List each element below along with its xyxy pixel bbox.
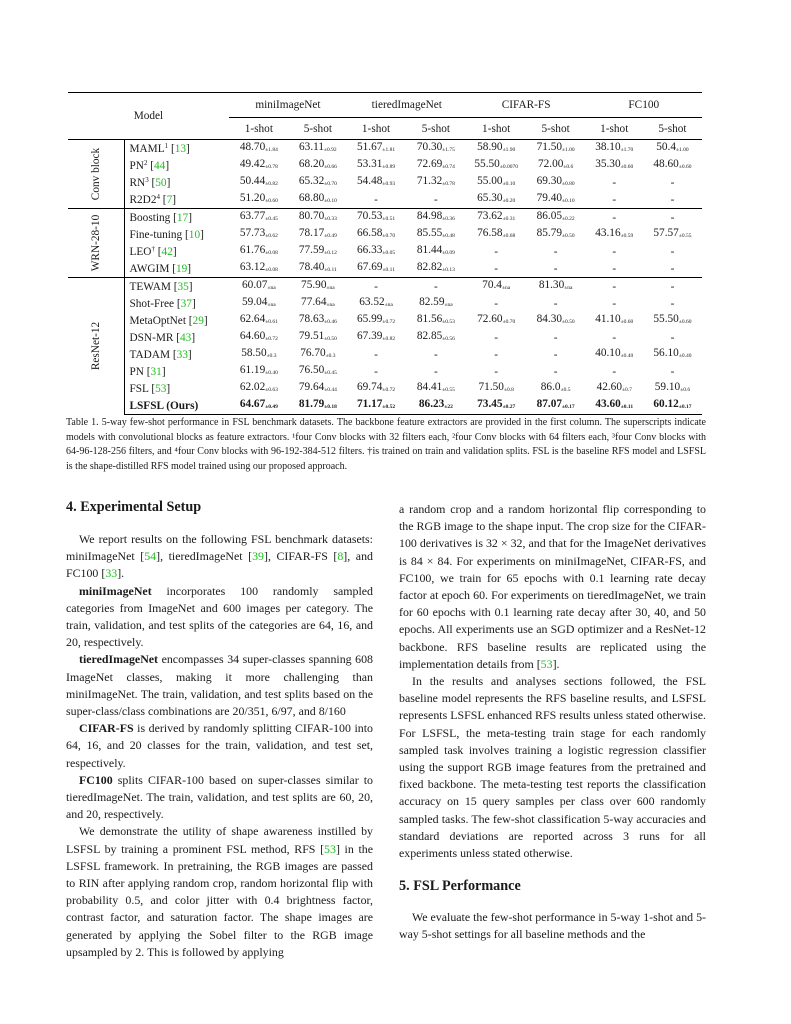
results-table [68, 92, 702, 415]
accuracy-cell: - [434, 365, 438, 378]
accuracy-cell: $87.07_{\pm 0.17}$ [526, 397, 586, 415]
accuracy-cell: $43.60_{\pm 0.11}$ [586, 397, 643, 415]
table-row [68, 140, 702, 158]
citation-link[interactable]: 50 [155, 176, 167, 189]
table-caption: Table 1. 5-way few-shot performance in FSL benchmark datasets. The backbone feature extractors are provided in the first column. The superscripts indicate models with convolutional blocks as feature extractors. ¹four Conv blocks with 32 filters each, ²four Conv blocks with 64 filters each, ³four Conv blocks with 64-96-128-256 filters, and ⁴four Conv blocks with 96-192-384-512 filters. †is trained on train and validation splits. FSL is the baseline RFS model and LSFSL is the shape-distilled RFS model trained using our proposed approach. [66, 417, 706, 472]
right-column [399, 501, 706, 944]
accuracy-cell: - [670, 365, 675, 378]
model-name: $RN^3$ [50] [129, 175, 171, 189]
model-name: LSFSL (Ours) [125, 397, 229, 415]
accuracy-cell: $60.12_{\pm 0.17}$ [643, 397, 702, 415]
paragraph-datasets-intro: We report results on the following FSL benchmark datasets: miniImageNet [54], tieredImageNet [39], CIFAR-FS [8], and FC100 [33]. [66, 532, 373, 581]
model-name: MetaOptNet [29] [129, 314, 208, 327]
citation-link[interactable]: 7 [166, 193, 173, 206]
paragraph-fc100: FC100 splits CIFAR-100 based on super-classes similar to tieredImageNet. The train, validation, and test splits are 60, 20, and 20, respectively. [66, 772, 373, 822]
accuracy-cell: $63.52_{\pm na}$ [359, 296, 393, 308]
accuracy-cell: - [586, 209, 643, 227]
accuracy-cell: $43.16_{\pm 0.59}$ [595, 227, 634, 239]
backbone-group-label: WRN-28-10 [68, 209, 125, 278]
accuracy-cell: $40.10_{\pm 0.40}$ [595, 347, 634, 359]
accuracy-cell: $78.17_{\pm 0.49}$ [298, 227, 337, 239]
citation-link[interactable]: 13 [174, 142, 187, 155]
accuracy-cell: - [612, 297, 617, 310]
accuracy-cell: $81.30_{\pm na}$ [526, 278, 586, 296]
model-name: LEO† [42] [129, 244, 177, 258]
accuracy-cell: $76.50_{\pm 0.45}$ [298, 364, 337, 376]
accuracy-cell: $79.64_{\pm 0.44}$ [298, 381, 337, 393]
accuracy-cell: $38.10_{\pm 1.70}$ [586, 140, 643, 158]
accuracy-cell: - [670, 193, 675, 206]
accuracy-cell: - [670, 245, 675, 258]
accuracy-cell: - [612, 365, 617, 378]
accuracy-cell: - [670, 297, 675, 310]
accuracy-cell: $61.19_{\pm 0.40}$ [239, 364, 278, 376]
citation-link[interactable]: 10 [188, 228, 201, 241]
model-name: Boosting [17] [125, 209, 229, 227]
accuracy-cell: $53.31_{\pm 0.89}$ [357, 158, 396, 170]
accuracy-cell: $51.20_{\pm 0.60}$ [239, 192, 278, 204]
table-row [68, 295, 702, 312]
model-name: $R2D2^4$ [7] [129, 192, 176, 206]
accuracy-cell: $62.02_{\pm 0.63}$ [239, 381, 278, 393]
accuracy-cell: $78.40_{\pm 0.11}$ [298, 261, 337, 273]
accuracy-cell: $63.12_{\pm 0.08}$ [239, 261, 278, 273]
table-row [68, 226, 702, 243]
accuracy-cell: $82.59_{\pm na}$ [419, 296, 453, 308]
accuracy-cell: - [494, 331, 499, 344]
accuracy-cell: - [494, 365, 499, 378]
accuracy-cell: - [405, 278, 467, 296]
accuracy-cell: - [670, 262, 675, 275]
accuracy-cell: - [374, 348, 378, 361]
paragraph-cifar-fs: CIFAR-FS is derived by randomly splitting CIFAR-100 into 64, 16, and 20 classes for the train, validation, and test set, respectively. [66, 721, 373, 770]
accuracy-cell: $58.50_{\pm 0.3}$ [241, 347, 277, 359]
header-tieredimagenet: tieredImageNet [347, 93, 467, 118]
accuracy-cell: $50.4_{\pm 1.00}$ [643, 140, 702, 158]
accuracy-cell: $77.59_{\pm 0.12}$ [298, 244, 337, 256]
accuracy-cell: $58.90_{\pm 1.90}$ [467, 140, 526, 158]
model-name: AWGIM [19] [129, 262, 192, 275]
header-cifar-fs: CIFAR-FS [467, 93, 586, 118]
accuracy-cell: $63.77_{\pm 0.45}$ [229, 209, 289, 227]
accuracy-cell: $75.90_{\pm na}$ [289, 278, 347, 296]
table-row [68, 191, 702, 209]
accuracy-cell: - [670, 176, 675, 189]
accuracy-cell: $48.70_{\pm 1.84}$ [229, 140, 289, 158]
accuracy-cell: $86.05_{\pm 0.22}$ [526, 209, 586, 227]
model-name: PN [31] [129, 365, 166, 378]
table-row [68, 174, 702, 191]
header-miniimagenet: miniImageNet [229, 93, 347, 118]
model-name: DSN-MR [43] [129, 331, 196, 344]
accuracy-cell: - [586, 278, 643, 296]
header-shot: 5-shot [643, 118, 702, 140]
header-shot: 1-shot [586, 118, 643, 140]
accuracy-cell: - [434, 348, 438, 361]
header-shot: 5-shot [289, 118, 347, 140]
accuracy-cell: $50.44_{\pm 0.82}$ [239, 175, 278, 187]
accuracy-cell: - [494, 297, 499, 310]
accuracy-cell: $72.60_{\pm 0.70}$ [477, 313, 516, 325]
paragraph-results-analysis: In the results and analyses sections followed, the FSL baseline model represents the RFS baseline results, and LSFSL represents LSFSL enhanced RFS results unless stated otherwise. For LSFSL, the meta-testing train stage for each randomly sampled task involves training a logistic regression classifier using the support RGB image features from the pretrained and fixed backbone. The meta-testing test reports the classification accuracy on 15 query samples per class over 600 randomly sampled tasks. The few-shot classification 5-way accuracies and standard deviations are reported across 3 runs for all experiments unless stated otherwise. [399, 674, 706, 861]
citation-link[interactable]: 17 [176, 211, 189, 224]
accuracy-cell: $84.41_{\pm 0.55}$ [416, 381, 455, 393]
accuracy-cell: $67.69_{\pm 0.11}$ [357, 261, 395, 273]
accuracy-cell: $57.73_{\pm 0.62}$ [239, 227, 278, 239]
citation-link[interactable]: 33 [105, 566, 118, 581]
model-name: TEWAM [35] [125, 278, 229, 296]
accuracy-cell: $68.20_{\pm 0.66}$ [298, 158, 337, 170]
accuracy-cell: - [374, 365, 378, 378]
accuracy-cell: $80.70_{\pm 0.33}$ [289, 209, 347, 227]
backbone-group-label: ResNet-12 [68, 278, 125, 415]
accuracy-cell: $60.07_{\pm na}$ [229, 278, 289, 296]
accuracy-cell: $69.30_{\pm 0.80}$ [536, 175, 575, 187]
model-name: $PN^2$ [44] [129, 158, 170, 172]
accuracy-cell: $49.42_{\pm 0.78}$ [239, 158, 278, 170]
header-shot: 1-shot [467, 118, 526, 140]
paragraph-miniimagenet: miniImageNet incorporates 100 randomly sampled categories from ImageNet and 600 images per category. The train, validation, and test splits of the categories are 64, 16, and 20, respectively. [66, 583, 373, 650]
table-row [68, 346, 702, 363]
accuracy-cell: $86.23_{\pm 22}$ [405, 397, 467, 415]
accuracy-cell: $85.55_{\pm 0.48}$ [416, 227, 455, 239]
citation-link[interactable]: 54 [144, 549, 157, 564]
accuracy-cell: $66.58_{\pm 0.70}$ [357, 227, 396, 239]
accuracy-cell: $59.10_{\pm 0.6}$ [654, 381, 691, 393]
accuracy-cell: $70.4_{\pm na}$ [467, 278, 526, 296]
accuracy-cell: $67.39_{\pm 0.82}$ [357, 330, 396, 342]
table-row [68, 329, 702, 346]
section-heading-experimental-setup: 4. Experimental Setup [66, 499, 202, 515]
accuracy-cell: - [612, 262, 617, 275]
accuracy-cell: - [553, 348, 558, 361]
accuracy-cell: - [553, 297, 558, 310]
table-row [68, 243, 702, 260]
accuracy-cell: $63.11_{\pm 0.92}$ [289, 140, 347, 158]
accuracy-cell: - [374, 193, 378, 206]
citation-link[interactable]: 53 [540, 656, 553, 671]
citation-link[interactable]: 53 [155, 382, 167, 395]
accuracy-cell: $82.85_{\pm 0.56}$ [416, 330, 455, 342]
accuracy-cell: $79.51_{\pm 0.50}$ [298, 330, 337, 342]
table-row [68, 397, 702, 415]
citation-link[interactable]: 31 [150, 365, 162, 378]
header-fc100: FC100 [586, 93, 702, 118]
accuracy-cell: $79.40_{\pm 0.10}$ [536, 192, 575, 204]
table-row [68, 312, 702, 329]
accuracy-cell: $65.99_{\pm 0.72}$ [357, 313, 396, 325]
accuracy-cell: - [612, 245, 617, 258]
header-model: Model [68, 93, 229, 140]
citation-link[interactable]: 43 [180, 331, 192, 344]
paragraph-crop-details: a random crop and a random horizontal flip corresponding to the RGB image to the shape input. The crop size for the CIFAR-100 derivatives is 32 × 32, and that for the ImageNet derivatives is 84 × 84. For experiments on miniImageNet, CIFAR-FS, and FC100, we train for 65 epochs with 0.1 learning rate decay factor at epoch 60. For experiments on tieredImageNet, we train for 60 epochs with 0.1 learning rate decay after 30, 40, and 50 epochs. All experiments use an SGD optimizer and a ResNet-12 backbone. RFS baseline results are replicated using the implementation details from [53]. [399, 502, 706, 671]
accuracy-cell: $78.63_{\pm 0.46}$ [298, 313, 337, 325]
accuracy-cell: $42.60_{\pm 0.7}$ [596, 381, 632, 393]
model-name: TADAM [33] [129, 348, 192, 361]
table-row [68, 380, 702, 397]
accuracy-cell: $72.00_{\pm 0.6}$ [537, 158, 574, 170]
accuracy-cell: $71.50_{\pm 1.00}$ [526, 140, 586, 158]
accuracy-cell: $81.44_{\pm 0.09}$ [416, 244, 455, 256]
accuracy-cell: - [643, 278, 702, 296]
citation-link[interactable]: 53 [324, 841, 336, 856]
accuracy-cell: $64.67_{\pm 0.49}$ [229, 397, 289, 415]
citation-link[interactable]: 8 [337, 549, 344, 564]
accuracy-cell: $84.30_{\pm 0.50}$ [536, 313, 575, 325]
citation-link[interactable]: 33 [176, 348, 188, 361]
accuracy-cell: $71.32_{\pm 0.78}$ [416, 175, 455, 187]
accuracy-cell: $72.69_{\pm 0.74}$ [416, 158, 455, 170]
citation-link[interactable]: 42 [161, 245, 173, 258]
citation-link[interactable]: 44 [154, 159, 166, 172]
table-row [68, 157, 702, 174]
accuracy-cell: $55.00_{\pm 0.10}$ [477, 175, 516, 187]
accuracy-cell: - [553, 262, 558, 275]
accuracy-cell: - [553, 331, 558, 344]
accuracy-cell: $70.53_{\pm 0.51}$ [347, 209, 405, 227]
accuracy-cell: $76.70_{\pm 0.3}$ [300, 347, 336, 359]
accuracy-cell: $35.30_{\pm 0.60}$ [595, 158, 634, 170]
left-column [66, 498, 373, 961]
accuracy-cell: - [670, 331, 675, 344]
accuracy-cell: $65.30_{\pm 0.20}$ [477, 192, 516, 204]
accuracy-cell: $85.79_{\pm 0.50}$ [536, 227, 575, 239]
accuracy-cell: $55.50_{\pm 0.0070}$ [474, 158, 518, 170]
model-name: MAML$^1$ [13] [125, 140, 229, 158]
accuracy-cell: $56.10_{\pm 0.40}$ [653, 347, 692, 359]
section-heading-fsl-performance: 5. FSL Performance [399, 878, 521, 895]
header-shot: 5-shot [526, 118, 586, 140]
paragraph-fsl-performance: We evaluate the few-shot performance in 5-way 1-shot and 5-way 5-shot settings for all baseline methods and the [399, 910, 706, 942]
citation-link[interactable]: 37 [180, 297, 192, 310]
accuracy-cell: $57.57_{\pm 0.55}$ [653, 227, 692, 239]
backbone-group-label: Conv block [68, 140, 125, 209]
accuracy-cell: $71.17_{\pm 0.52}$ [347, 397, 405, 415]
accuracy-cell: $73.45_{\pm 0.27}$ [467, 397, 526, 415]
accuracy-cell: $86.0_{\pm 0.5}$ [540, 381, 571, 393]
accuracy-cell: $65.32_{\pm 0.70}$ [298, 175, 337, 187]
accuracy-cell: $62.64_{\pm 0.61}$ [239, 313, 278, 325]
accuracy-cell: $81.56_{\pm 0.53}$ [416, 313, 455, 325]
accuracy-cell: - [612, 193, 617, 206]
accuracy-cell: $48.60_{\pm 0.60}$ [653, 158, 692, 170]
header-shot: 5-shot [405, 118, 467, 140]
accuracy-cell: - [553, 245, 558, 258]
citation-link[interactable]: 19 [175, 262, 188, 275]
citation-link[interactable]: 35 [177, 280, 189, 293]
accuracy-cell: $41.10_{\pm 0.60}$ [595, 313, 634, 325]
citation-link[interactable]: 29 [192, 314, 204, 327]
accuracy-cell: - [494, 245, 499, 258]
citation-link[interactable]: 39 [252, 549, 264, 564]
accuracy-cell: - [347, 278, 405, 296]
accuracy-cell: - [612, 176, 617, 189]
accuracy-cell: $61.76_{\pm 0.08}$ [239, 244, 278, 256]
table-row [68, 278, 702, 296]
header-shot: 1-shot [229, 118, 289, 140]
model-name: FSL [53] [129, 382, 171, 395]
accuracy-cell: - [494, 348, 499, 361]
paragraph-training-details: We demonstrate the utility of shape awareness instilled by LSFSL by training a prominent FSL method, RFS [53] in the LSFSL framework. In pretraining, the RGB images are passed to RIN after applying random crop, random horizontal flip with probability 0.5, and color jitter with 0.4 brightness factor, contrast factor, and saturation factor. The shape images are generated by applying the Sobel filter to the RGB image upsampled by 2. This is followed by applying [66, 824, 373, 959]
accuracy-cell: $59.04_{\pm na}$ [242, 296, 276, 308]
accuracy-cell: $71.50_{\pm 0.8}$ [478, 381, 514, 393]
accuracy-cell: $84.98_{\pm 0.36}$ [405, 209, 467, 227]
accuracy-cell: $81.79_{\pm 0.18}$ [289, 397, 347, 415]
accuracy-cell: $54.48_{\pm 0.93}$ [357, 175, 396, 187]
accuracy-cell: $55.50_{\pm 0.60}$ [653, 313, 692, 325]
table-row [68, 260, 702, 278]
accuracy-cell: $69.74_{\pm 0.72}$ [357, 381, 396, 393]
header-shot: 1-shot [347, 118, 405, 140]
accuracy-cell: $64.60_{\pm 0.72}$ [239, 330, 278, 342]
accuracy-cell: $70.30_{\pm 1.75}$ [405, 140, 467, 158]
accuracy-cell: $82.82_{\pm 0.13}$ [416, 261, 455, 273]
accuracy-cell: $68.80_{\pm 0.10}$ [298, 192, 337, 204]
model-name: Shot-Free [37] [129, 297, 196, 310]
accuracy-cell: $51.67_{\pm 1.81}$ [347, 140, 405, 158]
accuracy-cell: $76.58_{\pm 0.68}$ [477, 227, 516, 239]
accuracy-cell: $77.64_{\pm na}$ [301, 296, 335, 308]
model-name: Fine-tuning [10] [129, 228, 204, 241]
accuracy-cell: $66.33_{\pm 0.05}$ [357, 244, 396, 256]
table-row [68, 363, 702, 380]
table-row [68, 209, 702, 227]
accuracy-cell: - [494, 262, 499, 275]
accuracy-cell: - [553, 365, 558, 378]
accuracy-cell: - [434, 193, 438, 206]
accuracy-cell: $73.62_{\pm 0.31}$ [467, 209, 526, 227]
paragraph-tieredimagenet: tieredImageNet encompasses 34 super-classes spanning 608 ImageNet classes, making it more challenging than miniImageNet. The train, validation, and test splits based on the super-class/class combinations are 20/351, 6/97, and 8/160 [66, 652, 373, 719]
accuracy-cell: - [612, 331, 617, 344]
accuracy-cell: - [643, 209, 702, 227]
